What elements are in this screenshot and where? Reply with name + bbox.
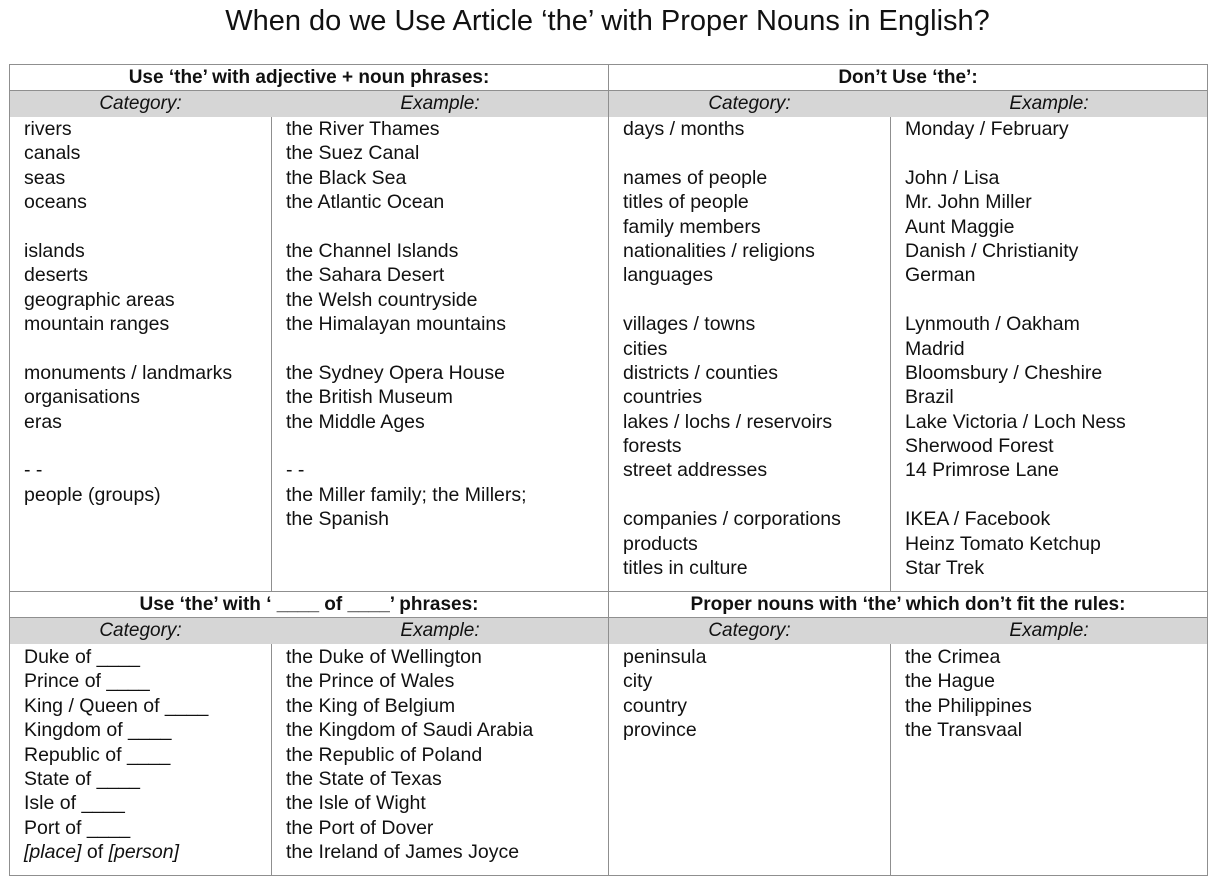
column-header-row <box>609 91 1207 117</box>
list-item: products <box>623 532 698 555</box>
placeholder-place: [place] <box>24 841 82 864</box>
list-item: King / Queen of ____ <box>24 694 209 717</box>
list-item: John / Lisa <box>905 166 1000 189</box>
list-item: islands <box>24 239 85 262</box>
list-item <box>623 288 841 312</box>
list-item: street addresses <box>623 459 768 482</box>
list-item <box>623 141 841 165</box>
column-header-category: Category: <box>99 93 182 114</box>
category-list <box>24 117 232 507</box>
list-item: eras <box>24 410 62 433</box>
list-item: the Miller family; the Millers; <box>286 483 527 506</box>
category-list <box>623 117 841 580</box>
list-item: the Himalayan mountains <box>286 313 507 336</box>
list-item: the Suez Canal <box>286 142 420 165</box>
list-item: 14 Primrose Lane <box>905 459 1059 482</box>
list-item: Aunt Maggie <box>905 215 1015 238</box>
list-item: seas <box>24 166 66 189</box>
list-item <box>623 483 841 507</box>
list-item: the Port of Dover <box>286 816 434 839</box>
list-item: people (groups) <box>24 483 161 506</box>
list-item: the Middle Ages <box>286 410 425 433</box>
list-item: the Atlantic Ocean <box>286 191 445 214</box>
list-item: Duke of ____ <box>24 646 141 668</box>
list-item: the Sahara Desert <box>286 264 445 287</box>
list-item: rivers <box>24 118 72 140</box>
list-item: Star Trek <box>905 557 985 580</box>
example-list <box>286 117 527 532</box>
list-item: Danish / Christianity <box>905 239 1079 262</box>
list-item: Lake Victoria / Loch Ness <box>905 410 1126 433</box>
list-item: districts / counties <box>623 361 778 384</box>
list-item: organisations <box>24 386 140 409</box>
column-header-example: Example: <box>1009 620 1089 641</box>
divider <box>271 91 272 591</box>
column-header-row <box>10 618 608 644</box>
category-list <box>24 645 208 865</box>
list-item: IKEA / Facebook <box>905 508 1051 531</box>
page-title: When do we Use Article ‘the’ with Proper Nouns in English? <box>225 5 990 37</box>
list-item <box>905 483 1126 507</box>
list-item: the King of Belgium <box>286 694 456 717</box>
list-item: Madrid <box>905 337 965 360</box>
list-item: the Republic of Poland <box>286 743 483 766</box>
list-item: province <box>623 719 697 742</box>
list-item <box>286 337 527 361</box>
list-item: forests <box>623 435 682 458</box>
list-item: the Prince of Wales <box>286 670 455 693</box>
list-item: geographic areas <box>24 288 175 311</box>
list-item: days / months <box>623 118 745 140</box>
list-item <box>905 288 1126 312</box>
list-item: monuments / landmarks <box>24 361 233 384</box>
list-item: the British Museum <box>286 386 453 409</box>
list-item: the Duke of Wellington <box>286 646 482 668</box>
list-item: State of ____ <box>24 767 141 790</box>
divider <box>608 65 609 875</box>
list-item: names of people <box>623 166 768 189</box>
list-item: Monday / February <box>905 118 1069 140</box>
list-item: the Ireland of James Joyce <box>286 841 520 864</box>
column-header-category: Category: <box>99 620 182 641</box>
list-item: countries <box>623 386 703 409</box>
list-item: the Spanish <box>286 508 389 531</box>
list-item: cities <box>623 337 668 360</box>
divider <box>890 618 891 875</box>
list-item: German <box>905 264 976 287</box>
list-item: Kingdom of ____ <box>24 719 172 742</box>
column-header-example: Example: <box>400 620 480 641</box>
list-item: family members <box>623 215 761 238</box>
list-item: titles of people <box>623 191 749 214</box>
list-item: - - <box>286 459 305 482</box>
list-item: the Kingdom of Saudi Arabia <box>286 719 534 742</box>
section-heading-adjective-noun: Use ‘the’ with adjective + noun phrases: <box>128 67 490 88</box>
list-item <box>24 337 232 361</box>
example-list <box>905 645 1032 743</box>
list-item: the Channel Islands <box>286 239 459 262</box>
list-item: Bloomsbury / Cheshire <box>905 361 1103 384</box>
list-item: the Philippines <box>905 694 1032 717</box>
section-heading-exceptions: Proper nouns with ‘the’ which don’t fit the rules: <box>690 594 1126 615</box>
list-item: languages <box>623 264 713 287</box>
list-item: deserts <box>24 264 88 287</box>
list-item: the Welsh countryside <box>286 288 478 311</box>
list-item: peninsula <box>623 646 707 668</box>
list-item: Port of ____ <box>24 816 131 839</box>
list-item: canals <box>24 142 81 165</box>
column-header-category: Category: <box>708 93 791 114</box>
list-item: country <box>623 694 687 717</box>
placeholder-person: [person] <box>108 841 180 864</box>
list-item <box>24 840 208 864</box>
connector-of: of <box>81 841 109 864</box>
divider <box>271 618 272 875</box>
list-item <box>286 434 527 458</box>
list-item: mountain ranges <box>24 313 170 336</box>
list-item: the Transvaal <box>905 719 1023 742</box>
list-item: the Hague <box>905 670 995 693</box>
list-item: the Isle of Wight <box>286 792 426 815</box>
list-item: Republic of ____ <box>24 743 171 766</box>
list-item <box>24 215 232 239</box>
column-header-category: Category: <box>708 620 791 641</box>
list-item: the Sydney Opera House <box>286 361 505 384</box>
section-heading-of-phrases: Use ‘the’ with ‘ ____ of ____’ phrases: <box>139 594 479 615</box>
divider <box>890 91 891 591</box>
list-item: villages / towns <box>623 313 756 336</box>
list-item: Sherwood Forest <box>905 435 1054 458</box>
example-list <box>286 645 533 865</box>
list-item: Lynmouth / Oakham <box>905 313 1080 336</box>
column-header-row <box>609 618 1207 644</box>
list-item <box>286 215 527 239</box>
list-item: the State of Texas <box>286 767 442 790</box>
list-item: city <box>623 670 653 693</box>
column-header-example: Example: <box>400 93 480 114</box>
list-item <box>905 141 1126 165</box>
grammar-table <box>9 64 1208 876</box>
list-item: titles in culture <box>623 557 748 580</box>
list-item: Mr. John Miller <box>905 191 1032 214</box>
list-item: nationalities / religions <box>623 239 815 262</box>
list-item: companies / corporations <box>623 508 841 531</box>
list-item: the Black Sea <box>286 166 407 189</box>
example-list <box>905 117 1126 580</box>
list-item: Isle of ____ <box>24 792 125 815</box>
column-header-example: Example: <box>1009 93 1089 114</box>
column-header-row <box>10 91 608 117</box>
list-item: the Crimea <box>905 646 1001 668</box>
list-item: Brazil <box>905 386 954 409</box>
list-item: Prince of ____ <box>24 670 150 693</box>
list-item: oceans <box>24 191 87 214</box>
list-item: Heinz Tomato Ketchup <box>905 532 1101 555</box>
section-heading-dont-use: Don’t Use ‘the’: <box>838 67 978 88</box>
category-list <box>623 645 706 743</box>
list-item: the River Thames <box>286 118 440 140</box>
list-item <box>24 434 232 458</box>
list-item: - - <box>24 459 43 482</box>
list-item: lakes / lochs / reservoirs <box>623 410 833 433</box>
